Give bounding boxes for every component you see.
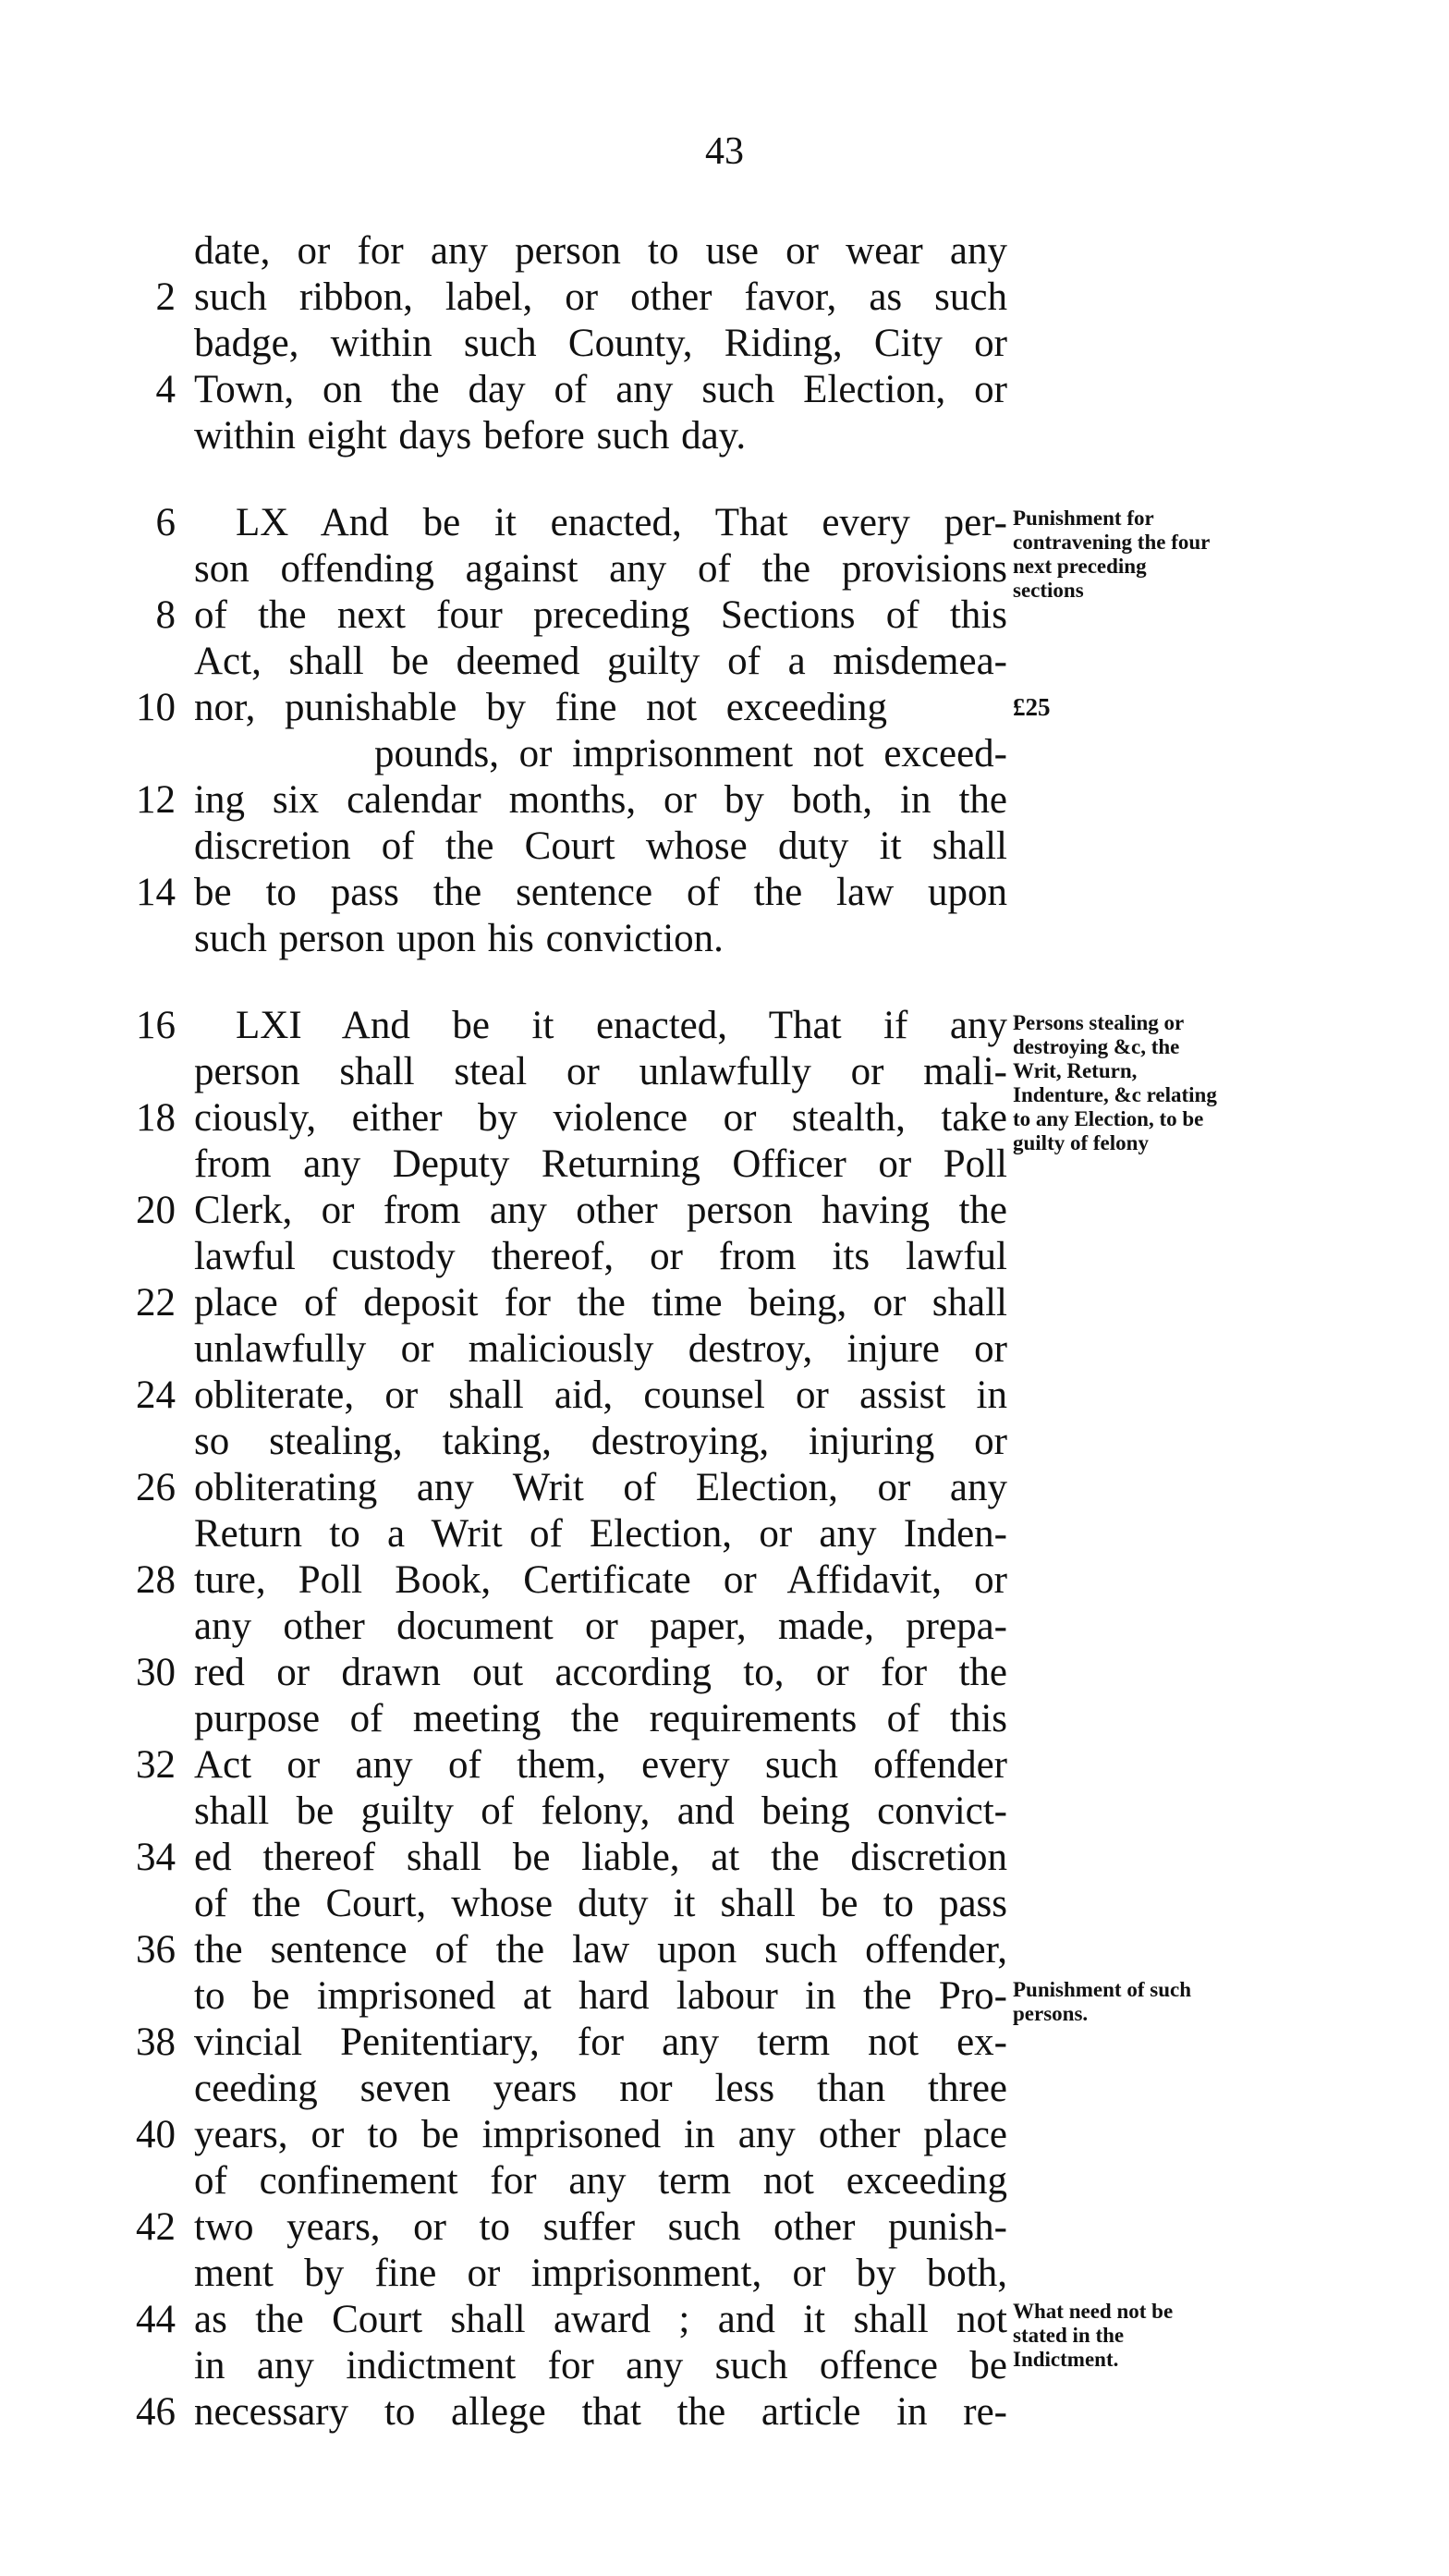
text-line (0, 2020, 1449, 2066)
line-text: the sentence of the law upon such offender, (194, 1928, 1007, 1972)
line-text: lawful custody thereof, or from its lawful (194, 1235, 1007, 1278)
line-text: of the Court, whose duty it shall be to pass (194, 1882, 1007, 1925)
text-line (0, 916, 1449, 962)
line-text: Act, shall be deemed guilty of a misdemea- (194, 640, 1007, 683)
line-text: of confinement for any term not exceeding (194, 2159, 1007, 2203)
line-number: 6 (155, 501, 176, 544)
line-text: ing six calendar months, or by both, in the (194, 778, 1007, 822)
line-text: pounds, or imprisonment not exceed- (374, 732, 1007, 775)
text-line (0, 1326, 1449, 1373)
text-line (0, 731, 1449, 777)
text-line (0, 592, 1449, 639)
text-line (0, 367, 1449, 413)
line-text: within eight days before such day. (194, 414, 747, 458)
line-text: ceeding seven years nor less than three (194, 2067, 1007, 2110)
text-line (0, 1280, 1449, 1326)
line-text: in any indictment for any such offence be (194, 2344, 1007, 2387)
line-text: any other document or paper, made, prepa- (194, 1605, 1007, 1648)
line-number: 20 (136, 1189, 176, 1232)
line-number: 14 (136, 871, 176, 914)
line-text: two years, or to suffer such other punish- (194, 2205, 1007, 2249)
text-line (0, 1234, 1449, 1280)
text-line (0, 639, 1449, 685)
line-text: to be imprisoned at hard labour in the Pro- (194, 1974, 1007, 2018)
text-line (0, 1696, 1449, 1742)
line-text: discretion of the Court whose duty it shall (194, 824, 1007, 868)
text-line (0, 2066, 1449, 2112)
line-number: 28 (136, 1558, 176, 1602)
margin-note: Punishment for contravening the four next preceding sections (1013, 507, 1210, 602)
line-number: 2 (155, 275, 176, 319)
line-text: years, or to be imprisoned in any other place (194, 2113, 1007, 2156)
line-text: such ribbon, label, or other favor, as such (194, 275, 1007, 319)
line-text: Return to a Writ of Election, or any Inden- (194, 1512, 1007, 1556)
text-line (0, 2389, 1449, 2436)
line-number: 36 (136, 1928, 176, 1972)
line-text: obliterate, or shall aid, counsel or assist in (194, 1373, 1007, 1417)
line-number: 22 (136, 1281, 176, 1325)
text-line (0, 2251, 1449, 2297)
text-line (0, 275, 1449, 321)
line-number: 4 (155, 368, 176, 411)
text-line (0, 500, 1449, 546)
text-line (0, 1650, 1449, 1696)
text-line (0, 228, 1449, 275)
line-text: Town, on the day of any such Election, or (194, 368, 1007, 411)
text-line (0, 413, 1449, 459)
line-text: Clerk, or from any other person having the (194, 1189, 1007, 1232)
line-text: purpose of meeting the requirements of this (194, 1697, 1007, 1740)
line-text: ed thereof shall be liable, at the discretion (194, 1836, 1007, 1879)
margin-note: Punishment of such persons. (1013, 1978, 1191, 2025)
text-line (0, 1095, 1449, 1141)
line-text: shall be guilty of felony, and being convict- (194, 1789, 1007, 1833)
margin-note: What need not be stated in the Indictment. (1013, 2300, 1174, 2371)
line-number: 32 (136, 1743, 176, 1787)
text-line (0, 1973, 1449, 2020)
text-line (0, 1419, 1449, 1465)
line-text: ment by fine or imprisonment, or by both, (194, 2252, 1007, 2295)
line-number: 44 (136, 2298, 176, 2341)
text-line (0, 2158, 1449, 2204)
text-line (0, 2343, 1449, 2389)
text-line (0, 2297, 1449, 2343)
text-line (0, 1557, 1449, 1604)
line-text: obliterating any Writ of Election, or any (194, 1466, 1007, 1509)
text-line (0, 1835, 1449, 1881)
line-number: 40 (136, 2113, 176, 2156)
line-text: ciously, either by violence or stealth, take (194, 1096, 1007, 1140)
text-line (0, 1465, 1449, 1511)
line-text: such person upon his conviction. (194, 917, 724, 960)
line-text: as the Court shall award ; and it shall not (194, 2298, 1007, 2341)
text-line (0, 1003, 1449, 1049)
line-number: 10 (136, 686, 176, 729)
line-text: vincial Penitentiary, for any term not ex- (194, 2021, 1007, 2064)
margin-note: Persons stealing or destroying &c, the Writ, Return, Indenture, &c relating to any Election, to be guilty of felony (1013, 1011, 1217, 1154)
text-line (0, 1742, 1449, 1789)
text-line (0, 1789, 1449, 1835)
text-line (0, 777, 1449, 824)
text-line (0, 1188, 1449, 1234)
text-line (0, 824, 1449, 870)
line-text: from any Deputy Returning Officer or Poll (194, 1142, 1007, 1186)
text-line (0, 1373, 1449, 1419)
line-text: Act or any of them, every such offender (194, 1743, 1007, 1787)
text-line (0, 1604, 1449, 1650)
text-line (0, 546, 1449, 592)
line-text: LX And be it enacted, That every per- (236, 501, 1007, 544)
text-line (0, 321, 1449, 367)
line-number: 24 (136, 1373, 176, 1417)
line-text: unlawfully or maliciously destroy, injure or (194, 1327, 1007, 1371)
line-text: ture, Poll Book, Certificate or Affidavit, or (194, 1558, 1007, 1602)
line-number: 12 (136, 778, 176, 822)
line-number: 42 (136, 2205, 176, 2249)
text-line (0, 2112, 1449, 2158)
line-number: 34 (136, 1836, 176, 1879)
line-number: 38 (136, 2021, 176, 2064)
text-line (0, 1049, 1449, 1095)
line-number: 16 (136, 1004, 176, 1047)
line-text: date, or for any person to use or wear any (194, 229, 1007, 273)
line-text: badge, within such County, Riding, City or (194, 322, 1007, 365)
line-number: 30 (136, 1651, 176, 1694)
line-text: necessary to allege that the article in re- (194, 2390, 1007, 2434)
text-line (0, 870, 1449, 916)
margin-note: £25 (1013, 693, 1051, 721)
line-text: red or drawn out according to, or for the (194, 1651, 1007, 1694)
text-line (0, 1511, 1449, 1557)
line-text: place of deposit for the time being, or shall (194, 1281, 1007, 1325)
line-text: son offending against any of the provisions (194, 547, 1007, 591)
text-line (0, 1141, 1449, 1188)
text-line (0, 1881, 1449, 1927)
line-text: be to pass the sentence of the law upon (194, 871, 1007, 914)
line-number: 18 (136, 1096, 176, 1140)
line-text: LXI And be it enacted, That if any (236, 1004, 1007, 1047)
page-number: 43 (705, 130, 744, 173)
line-number: 46 (136, 2390, 176, 2434)
line-text: nor, punishable by fine not exceeding (194, 686, 887, 729)
line-number: 8 (155, 593, 176, 637)
line-text: of the next four preceding Sections of this (194, 593, 1007, 637)
line-text: so stealing, taking, destroying, injuring or (194, 1420, 1007, 1463)
text-line (0, 2204, 1449, 2251)
text-line (0, 1927, 1449, 1973)
line-text: person shall steal or unlawfully or mali- (194, 1050, 1007, 1093)
line-number: 26 (136, 1466, 176, 1509)
